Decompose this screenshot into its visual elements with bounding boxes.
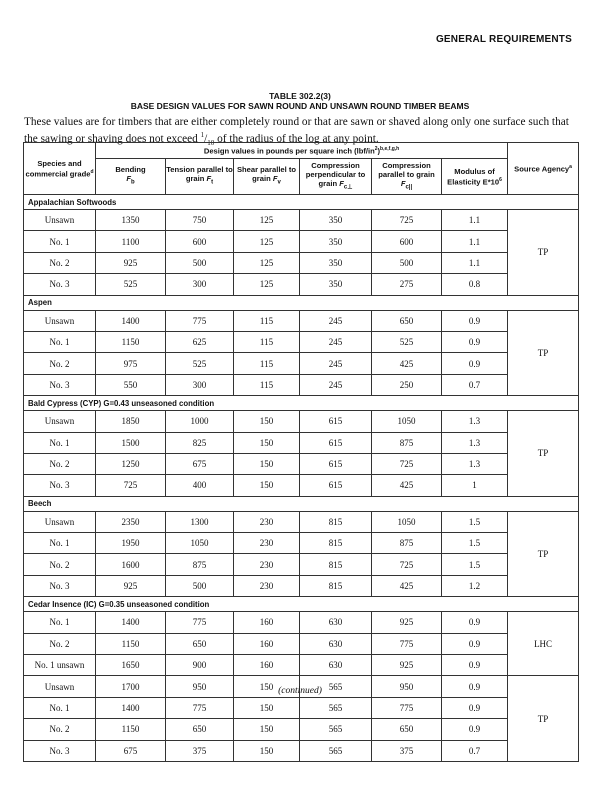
value-cell: 625 xyxy=(166,331,234,352)
value-cell: 500 xyxy=(166,252,234,273)
value-cell: 950 xyxy=(166,676,234,697)
value-cell: 565 xyxy=(300,740,372,761)
grade-cell: No. 1 xyxy=(24,533,96,554)
value-cell: 615 xyxy=(300,432,372,453)
value-cell: 630 xyxy=(300,655,372,676)
value-cell: 1050 xyxy=(372,411,442,432)
value-cell: 150 xyxy=(234,411,300,432)
table-number: TABLE 302.2(3) xyxy=(269,91,331,101)
value-cell: 1150 xyxy=(96,331,166,352)
value-cell: 150 xyxy=(234,740,300,761)
value-cell: 525 xyxy=(166,353,234,374)
grade-cell: No. 3 xyxy=(24,740,96,761)
table-row xyxy=(24,432,579,453)
value-cell: 500 xyxy=(372,252,442,273)
value-cell: 0.9 xyxy=(442,697,508,718)
value-cell: 1.3 xyxy=(442,411,508,432)
grade-cell: No. 1 xyxy=(24,432,96,453)
table-row xyxy=(24,252,579,273)
value-cell: 1650 xyxy=(96,655,166,676)
value-cell: 1300 xyxy=(166,511,234,532)
section-title: Beech xyxy=(24,496,579,511)
grade-cell: Unsawn xyxy=(24,676,96,697)
table-row xyxy=(24,411,579,432)
value-cell: 160 xyxy=(234,655,300,676)
value-cell: 1.1 xyxy=(442,252,508,273)
value-cell: 500 xyxy=(166,575,234,596)
value-cell: 125 xyxy=(234,274,300,295)
value-cell: 375 xyxy=(166,740,234,761)
value-cell: 650 xyxy=(166,633,234,654)
table-row xyxy=(24,633,579,654)
value-cell: 565 xyxy=(300,719,372,740)
grade-cell: No. 2 xyxy=(24,554,96,575)
value-cell: 650 xyxy=(372,719,442,740)
value-cell: 775 xyxy=(372,633,442,654)
value-cell: 0.9 xyxy=(442,655,508,676)
table-row xyxy=(24,374,579,395)
intro-paragraph: These values are for timbers that are either completely round or that are sawn or shaved along only one surface such that the sawing or shaving does not exceed $^1/_{10}$ of the radius of the log at any point. xyxy=(24,116,569,148)
grade-cell: No. 3 xyxy=(24,475,96,496)
table-row xyxy=(24,655,579,676)
grade-cell: Unsawn xyxy=(24,411,96,432)
section-row xyxy=(24,597,579,612)
value-cell: 1.1 xyxy=(442,231,508,252)
table-row xyxy=(24,210,579,231)
table-row xyxy=(24,697,579,718)
species-header: Species and commercial grade$^d$ xyxy=(24,143,96,195)
value-cell: 1050 xyxy=(372,511,442,532)
value-cell: 600 xyxy=(166,231,234,252)
value-cell: 650 xyxy=(372,310,442,331)
section-row xyxy=(24,496,579,511)
value-cell: 1.2 xyxy=(442,575,508,596)
value-cell: 125 xyxy=(234,252,300,273)
value-cell: 150 xyxy=(234,432,300,453)
value-cell: 775 xyxy=(166,310,234,331)
value-cell: 230 xyxy=(234,533,300,554)
section-title: Aspen xyxy=(24,295,579,310)
value-cell: 245 xyxy=(300,310,372,331)
comp-par-header: Compression parallel to grain $F_{c||}$ xyxy=(372,159,442,195)
value-cell: 350 xyxy=(300,231,372,252)
grade-cell: No. 2 xyxy=(24,719,96,740)
grade-cell: No. 1 xyxy=(24,697,96,718)
value-cell: 925 xyxy=(372,612,442,633)
section-row xyxy=(24,396,579,411)
value-cell: 725 xyxy=(372,554,442,575)
agency-cell: LHC xyxy=(508,612,579,676)
value-cell: 615 xyxy=(300,475,372,496)
grade-cell: No. 2 xyxy=(24,453,96,474)
value-cell: 675 xyxy=(96,740,166,761)
value-cell: 1150 xyxy=(96,633,166,654)
value-cell: 350 xyxy=(300,210,372,231)
value-cell: 825 xyxy=(166,432,234,453)
fraction-denominator: 10 xyxy=(207,139,215,148)
section-row xyxy=(24,295,579,310)
value-cell: 1.3 xyxy=(442,432,508,453)
value-cell: 975 xyxy=(96,353,166,374)
grade-cell: Unsawn xyxy=(24,310,96,331)
value-cell: 925 xyxy=(96,575,166,596)
table-row xyxy=(24,612,579,633)
value-cell: 125 xyxy=(234,231,300,252)
value-cell: 1700 xyxy=(96,676,166,697)
bending-header: Bending $F_b$ xyxy=(96,159,166,195)
value-cell: 350 xyxy=(300,252,372,273)
value-cell: 245 xyxy=(300,374,372,395)
grade-cell: Unsawn xyxy=(24,210,96,231)
value-cell: 900 xyxy=(166,655,234,676)
value-cell: 650 xyxy=(166,719,234,740)
agency-cell: TP xyxy=(508,210,579,296)
value-cell: 150 xyxy=(234,453,300,474)
value-cell: 0.7 xyxy=(442,740,508,761)
grade-cell: No. 2 xyxy=(24,353,96,374)
value-cell: 775 xyxy=(372,697,442,718)
table-row xyxy=(24,453,579,474)
table-row xyxy=(24,331,579,352)
value-cell: 150 xyxy=(234,676,300,697)
value-cell: 630 xyxy=(300,612,372,633)
grade-cell: No. 3 xyxy=(24,575,96,596)
value-cell: 300 xyxy=(166,374,234,395)
grade-cell: No. 3 xyxy=(24,274,96,295)
value-cell: 160 xyxy=(234,612,300,633)
intro-text: These values are for timbers that are either completely round or that are sawn or shaved along only one surface such that the sawing or shaving does not exceed xyxy=(24,116,569,145)
value-cell: 245 xyxy=(300,353,372,374)
value-cell: 815 xyxy=(300,575,372,596)
value-cell: 725 xyxy=(372,210,442,231)
value-cell: 375 xyxy=(372,740,442,761)
table-row xyxy=(24,740,579,761)
value-cell: 1850 xyxy=(96,411,166,432)
grade-cell: No. 1 xyxy=(24,231,96,252)
table-body xyxy=(24,195,579,762)
value-cell: 1.5 xyxy=(442,554,508,575)
agency-cell: TP xyxy=(508,511,579,597)
value-cell: 150 xyxy=(234,719,300,740)
value-cell: 600 xyxy=(372,231,442,252)
continued-note: (continued) xyxy=(278,686,322,696)
grade-cell: Unsawn xyxy=(24,511,96,532)
value-cell: 425 xyxy=(372,475,442,496)
value-cell: 230 xyxy=(234,511,300,532)
agency-cell: TP xyxy=(508,676,579,762)
value-cell: 1.5 xyxy=(442,533,508,554)
shear-header: Shear parallel to grain $F_v$ xyxy=(234,159,300,195)
value-cell: 1 xyxy=(442,475,508,496)
grade-cell: No. 2 xyxy=(24,252,96,273)
value-cell: 875 xyxy=(372,533,442,554)
value-cell: 350 xyxy=(300,274,372,295)
value-cell: 115 xyxy=(234,353,300,374)
value-cell: 150 xyxy=(234,697,300,718)
section-title: Appalachian Softwoods xyxy=(24,195,579,210)
value-cell: 0.9 xyxy=(442,331,508,352)
table-row xyxy=(24,475,579,496)
value-cell: 230 xyxy=(234,575,300,596)
value-cell: 525 xyxy=(96,274,166,295)
table-row xyxy=(24,353,579,374)
table-row xyxy=(24,533,579,554)
value-cell: 1400 xyxy=(96,310,166,331)
value-cell: 0.9 xyxy=(442,633,508,654)
value-cell: 1400 xyxy=(96,612,166,633)
agency-header: Source Agency$^a$ xyxy=(508,143,579,195)
value-cell: 875 xyxy=(372,432,442,453)
grade-cell: No. 1 xyxy=(24,331,96,352)
value-cell: 550 xyxy=(96,374,166,395)
value-cell: 1.1 xyxy=(442,210,508,231)
table-row xyxy=(24,719,579,740)
table-row xyxy=(24,231,579,252)
value-cell: 425 xyxy=(372,353,442,374)
value-cell: 0.9 xyxy=(442,719,508,740)
value-cell: 300 xyxy=(166,274,234,295)
tension-header: Tension parallel to grain $F_t$ xyxy=(166,159,234,195)
table-row xyxy=(24,575,579,596)
value-cell: 0.9 xyxy=(442,310,508,331)
value-cell: 425 xyxy=(372,575,442,596)
intro-text-end: of the radius of the log at any point. xyxy=(217,132,379,145)
value-cell: 115 xyxy=(234,310,300,331)
value-cell: 0.9 xyxy=(442,353,508,374)
value-cell: 925 xyxy=(96,252,166,273)
grade-cell: No. 3 xyxy=(24,374,96,395)
value-cell: 0.8 xyxy=(442,274,508,295)
value-cell: 160 xyxy=(234,633,300,654)
value-cell: 1250 xyxy=(96,453,166,474)
table-row xyxy=(24,310,579,331)
value-cell: 1400 xyxy=(96,697,166,718)
value-cell: 565 xyxy=(300,676,372,697)
comp-perp-header: Compression perpendicular to grain $F_{c\perp}$ xyxy=(300,159,372,195)
value-cell: 0.9 xyxy=(442,676,508,697)
table-title: BASE DESIGN VALUES FOR SAWN ROUND AND UNSAWN ROUND TIMBER BEAMS xyxy=(130,101,470,111)
value-cell: 950 xyxy=(372,676,442,697)
value-cell: 615 xyxy=(300,411,372,432)
table-row xyxy=(24,511,579,532)
value-cell: 275 xyxy=(372,274,442,295)
value-cell: 1.5 xyxy=(442,511,508,532)
section-row xyxy=(24,195,579,210)
value-cell: 565 xyxy=(300,697,372,718)
value-cell: 875 xyxy=(166,554,234,575)
value-cell: 230 xyxy=(234,554,300,575)
value-cell: 1.3 xyxy=(442,453,508,474)
grade-cell: No. 2 xyxy=(24,633,96,654)
value-cell: 525 xyxy=(372,331,442,352)
value-cell: 250 xyxy=(372,374,442,395)
page-header: GENERAL REQUIREMENTS xyxy=(435,34,572,45)
value-cell: 1600 xyxy=(96,554,166,575)
value-cell: 815 xyxy=(300,511,372,532)
value-cell: 1350 xyxy=(96,210,166,231)
value-cell: 725 xyxy=(372,453,442,474)
table-row xyxy=(24,554,579,575)
value-cell: 245 xyxy=(300,331,372,352)
agency-cell: TP xyxy=(508,310,579,396)
value-cell: 725 xyxy=(96,475,166,496)
value-cell: 925 xyxy=(372,655,442,676)
value-cell: 675 xyxy=(166,453,234,474)
value-cell: 1500 xyxy=(96,432,166,453)
value-cell: 0.7 xyxy=(442,374,508,395)
section-title: Cedar Insence (IC) G=0.35 unseasoned condition xyxy=(24,597,579,612)
value-cell: 815 xyxy=(300,554,372,575)
section-title: Bald Cypress (CYP) G=0.43 unseasoned condition xyxy=(24,396,579,411)
value-cell: 775 xyxy=(166,612,234,633)
value-cell: 0.9 xyxy=(442,612,508,633)
modulus-header: Modulus of Elasticity $E*10^6$ xyxy=(442,159,508,195)
value-cell: 150 xyxy=(234,475,300,496)
value-cell: 1150 xyxy=(96,719,166,740)
agency-cell: TP xyxy=(508,411,579,497)
grade-cell: No. 1 unsawn xyxy=(24,655,96,676)
value-cell: 115 xyxy=(234,374,300,395)
value-cell: 775 xyxy=(166,697,234,718)
value-cell: 1000 xyxy=(166,411,234,432)
value-cell: 1050 xyxy=(166,533,234,554)
value-cell: 630 xyxy=(300,633,372,654)
value-cell: 815 xyxy=(300,533,372,554)
table-row xyxy=(24,274,579,295)
value-cell: 400 xyxy=(166,475,234,496)
design-values-table xyxy=(23,142,579,762)
value-cell: 1950 xyxy=(96,533,166,554)
value-cell: 750 xyxy=(166,210,234,231)
value-cell: 615 xyxy=(300,453,372,474)
value-cell: 1100 xyxy=(96,231,166,252)
value-cell: 2350 xyxy=(96,511,166,532)
grade-cell: No. 1 xyxy=(24,612,96,633)
fraction-numerator: 1 xyxy=(200,131,205,139)
value-cell: 125 xyxy=(234,210,300,231)
value-cell: 115 xyxy=(234,331,300,352)
design-values-header: Design values in pounds per square inch $(lbf/in^2)^{b,e,f,g,h}$ xyxy=(96,143,508,159)
